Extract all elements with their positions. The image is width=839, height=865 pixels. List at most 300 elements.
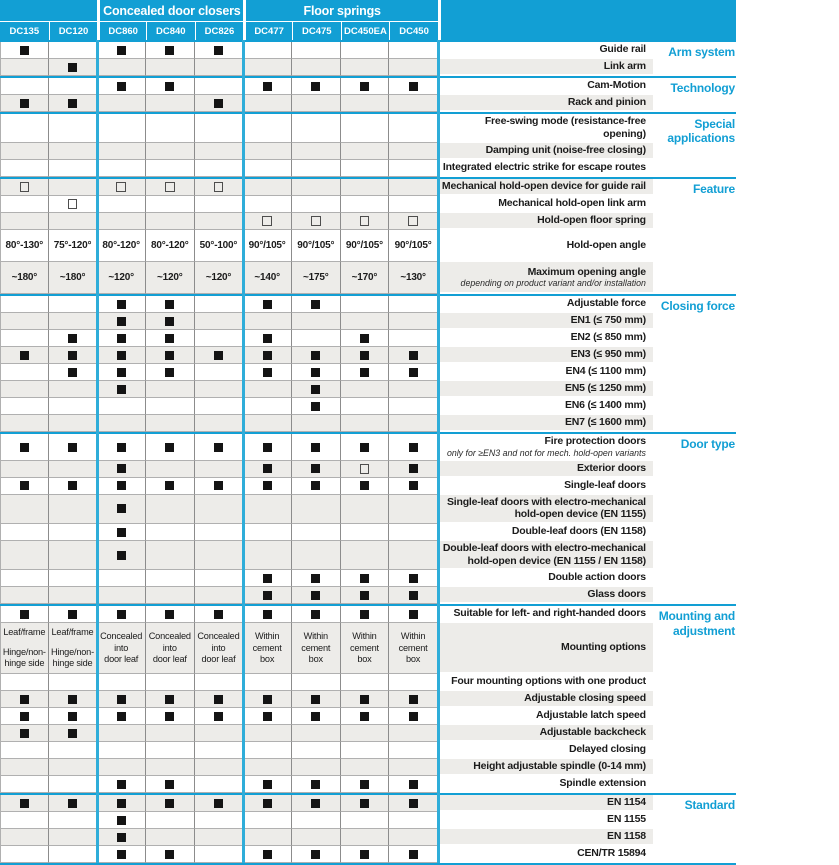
matrix-cell — [243, 330, 292, 347]
matrix-cell — [292, 623, 341, 674]
row-sublabel: depending on product variant and/or installation — [460, 278, 646, 289]
matrix-cell — [49, 691, 98, 708]
row-label: Height adjustable spindle (0-14 mm) — [473, 760, 646, 773]
matrix-cell — [292, 42, 341, 59]
matrix-cell — [146, 415, 195, 432]
matrix-cell — [341, 296, 390, 313]
row-label-cell — [438, 381, 653, 398]
matrix-cell — [389, 846, 438, 863]
row-label: Integrated electric strike for escape routes — [442, 161, 646, 174]
filled-square-icon — [117, 528, 126, 537]
section-feature — [0, 177, 736, 294]
matrix-cell — [146, 846, 195, 863]
matrix-cell — [292, 434, 341, 461]
matrix-cell — [195, 674, 244, 691]
filled-square-icon — [117, 850, 126, 859]
filled-square-icon — [20, 799, 29, 808]
cell-text: box — [405, 654, 421, 665]
matrix-cell — [389, 524, 438, 541]
matrix-cell — [341, 570, 390, 587]
matrix-cell — [0, 160, 49, 177]
filled-square-icon — [165, 481, 174, 490]
matrix-cell — [49, 330, 98, 347]
matrix-cell — [49, 495, 98, 524]
matrix-cell — [341, 78, 390, 95]
matrix-cell — [292, 541, 341, 570]
cell-text: Leaf/frame — [51, 627, 94, 638]
matrix-cell — [243, 691, 292, 708]
filled-square-icon — [311, 300, 320, 309]
filled-square-icon — [360, 591, 369, 600]
matrix-cell — [341, 795, 390, 812]
filled-square-icon — [263, 82, 272, 91]
matrix-cell — [97, 262, 146, 294]
matrix-cell — [195, 42, 244, 59]
filled-square-icon — [311, 695, 320, 704]
matrix-cell — [0, 495, 49, 524]
matrix-cell — [292, 795, 341, 812]
matrix-cell — [97, 114, 146, 143]
filled-square-icon — [117, 504, 126, 513]
matrix-cell — [0, 364, 49, 381]
row-label-cell — [438, 160, 653, 177]
matrix-cell — [292, 95, 341, 112]
matrix-cell — [49, 829, 98, 846]
filled-square-icon — [68, 63, 77, 72]
cell-text: ~140° — [254, 271, 280, 283]
matrix-cell — [243, 461, 292, 478]
filled-square-icon — [20, 695, 29, 704]
filled-square-icon — [263, 464, 272, 473]
matrix-cell — [243, 478, 292, 495]
filled-square-icon — [165, 712, 174, 721]
row-label-cell — [438, 829, 653, 846]
filled-square-icon — [117, 610, 126, 619]
matrix-cell — [0, 623, 49, 674]
matrix-cell — [292, 196, 341, 213]
matrix-cell — [49, 59, 98, 76]
row-label-cell — [438, 725, 653, 742]
matrix-cell — [195, 213, 244, 230]
matrix-cell — [389, 364, 438, 381]
matrix-cell — [0, 179, 49, 196]
matrix-cell — [341, 434, 390, 461]
filled-square-icon — [409, 591, 418, 600]
row-label-cell — [438, 230, 653, 262]
filled-square-icon — [360, 799, 369, 808]
matrix-cell — [146, 795, 195, 812]
matrix-cell — [243, 347, 292, 364]
filled-square-icon — [263, 695, 272, 704]
matrix-cell — [341, 179, 390, 196]
row-label: Mechanical hold-open link arm — [498, 197, 646, 210]
filled-square-icon — [117, 780, 126, 789]
matrix-cell — [389, 415, 438, 432]
matrix-cell — [0, 478, 49, 495]
row-label-cell — [438, 742, 653, 759]
row-label: Double-leaf doors (EN 1158) — [511, 525, 646, 538]
matrix-cell — [341, 478, 390, 495]
matrix-cell — [195, 623, 244, 674]
section-closing-force — [0, 294, 736, 432]
matrix-cell — [49, 114, 98, 143]
matrix-cell — [292, 759, 341, 776]
matrix-cell — [0, 330, 49, 347]
matrix-cell — [292, 330, 341, 347]
row-label-cell — [438, 461, 653, 478]
cell-text: cement — [349, 642, 379, 653]
matrix-cell — [97, 776, 146, 793]
matrix-cell — [97, 674, 146, 691]
matrix-cell — [0, 313, 49, 330]
row-label: Suitable for left- and right-handed doors — [453, 607, 646, 620]
matrix-cell — [195, 478, 244, 495]
cell-text: Within — [400, 631, 426, 642]
filled-square-icon — [117, 82, 126, 91]
row-label-cell — [438, 143, 653, 160]
filled-square-icon — [20, 443, 29, 452]
matrix-cell — [195, 196, 244, 213]
matrix-cell — [389, 541, 438, 570]
filled-square-icon — [117, 551, 126, 560]
matrix-cell — [49, 759, 98, 776]
matrix-cell — [243, 541, 292, 570]
matrix-cell — [97, 78, 146, 95]
cell-text: ~170° — [351, 271, 378, 283]
filled-square-icon — [165, 850, 174, 859]
matrix-cell — [341, 691, 390, 708]
matrix-cell — [389, 196, 438, 213]
row-label-cell — [438, 776, 653, 793]
row-label: EN 1154 — [607, 796, 646, 809]
matrix-cell — [49, 415, 98, 432]
matrix-cell — [292, 364, 341, 381]
matrix-cell — [97, 691, 146, 708]
row-label-cell — [438, 674, 653, 691]
matrix-cell — [146, 742, 195, 759]
hollow-square-icon — [408, 216, 418, 226]
section-mounting-and-adjustment — [0, 604, 736, 793]
matrix-cell — [292, 478, 341, 495]
row-label: Maximum opening angle — [527, 265, 646, 278]
row-label: Hold-open angle — [566, 238, 646, 251]
row-label: Adjustable force — [566, 297, 646, 310]
matrix-cell — [389, 296, 438, 313]
matrix-cell — [195, 541, 244, 570]
matrix-cell — [0, 759, 49, 776]
matrix-cell — [146, 461, 195, 478]
matrix-cell — [97, 742, 146, 759]
matrix-cell — [389, 114, 438, 143]
row-label-cell — [438, 795, 653, 812]
matrix-cell — [97, 606, 146, 623]
matrix-cell — [0, 708, 49, 725]
filled-square-icon — [263, 610, 272, 619]
filled-square-icon — [214, 351, 223, 360]
cell-text: ~120° — [205, 271, 232, 283]
cell-text: ~120° — [157, 271, 183, 283]
cell-text: 90°/105° — [394, 239, 432, 251]
matrix-cell — [0, 42, 49, 59]
filled-square-icon — [117, 481, 126, 490]
matrix-cell — [389, 829, 438, 846]
matrix-cell — [49, 143, 98, 160]
filled-square-icon — [360, 368, 369, 377]
row-label: Double action doors — [548, 571, 646, 584]
filled-square-icon — [20, 729, 29, 738]
filled-square-icon — [214, 695, 223, 704]
row-label-cell — [438, 541, 653, 570]
matrix-cell — [341, 415, 390, 432]
row-label: CEN/TR 15894 — [577, 847, 646, 860]
cell-text: cement — [301, 642, 331, 653]
row-label-cell — [438, 398, 653, 415]
filled-square-icon — [165, 317, 174, 326]
header-label-block — [438, 0, 736, 40]
matrix-cell — [97, 160, 146, 177]
matrix-cell — [341, 381, 390, 398]
section-standard — [0, 793, 736, 863]
matrix-cell — [389, 606, 438, 623]
matrix-cell — [49, 78, 98, 95]
matrix-cell — [97, 759, 146, 776]
filled-square-icon — [68, 712, 77, 721]
product-column-label: DC826 — [204, 25, 235, 37]
filled-square-icon — [20, 712, 29, 721]
matrix-cell — [97, 623, 146, 674]
row-label: Adjustable latch speed — [535, 709, 646, 722]
matrix-cell — [292, 691, 341, 708]
matrix-cell — [389, 478, 438, 495]
filled-square-icon — [165, 334, 174, 343]
matrix-cell — [292, 313, 341, 330]
row-label-cell — [438, 179, 653, 196]
matrix-cell — [97, 42, 146, 59]
row-label: Fire protection doors — [544, 435, 646, 448]
matrix-cell — [97, 587, 146, 604]
matrix-cell — [243, 829, 292, 846]
matrix-cell — [389, 812, 438, 829]
matrix-cell — [389, 742, 438, 759]
hollow-square-icon — [116, 182, 126, 192]
matrix-cell — [97, 846, 146, 863]
matrix-cell — [389, 347, 438, 364]
row-label: Glass doors — [587, 588, 646, 601]
matrix-cell — [49, 776, 98, 793]
filled-square-icon — [117, 816, 126, 825]
matrix-cell — [341, 461, 390, 478]
matrix-cell — [0, 587, 49, 604]
matrix-cell — [146, 674, 195, 691]
cell-text: box — [357, 654, 372, 665]
cell-text: Within — [254, 631, 280, 642]
matrix-cell — [389, 795, 438, 812]
filled-square-icon — [214, 610, 223, 619]
filled-square-icon — [117, 712, 126, 721]
matrix-cell — [341, 541, 390, 570]
matrix-cell — [341, 524, 390, 541]
matrix-cell — [146, 725, 195, 742]
filled-square-icon — [263, 351, 272, 360]
row-label-cell — [438, 364, 653, 381]
matrix-cell — [389, 160, 438, 177]
matrix-cell — [389, 759, 438, 776]
matrix-cell — [146, 330, 195, 347]
matrix-cell — [195, 114, 244, 143]
matrix-cell — [389, 587, 438, 604]
matrix-cell — [243, 623, 292, 674]
filled-square-icon — [263, 300, 272, 309]
matrix-cell — [243, 230, 292, 262]
matrix-cell — [49, 347, 98, 364]
matrix-cell — [292, 708, 341, 725]
cell-text: 75°-120° — [53, 239, 92, 251]
matrix-cell — [49, 262, 98, 294]
row-label-cell — [438, 708, 653, 725]
matrix-cell — [0, 541, 49, 570]
filled-square-icon — [68, 334, 77, 343]
matrix-cell — [49, 478, 98, 495]
matrix-cell — [0, 78, 49, 95]
filled-square-icon — [360, 334, 369, 343]
category-label-arm-system: Arm system — [653, 42, 736, 76]
row-label-cell — [438, 213, 653, 230]
matrix-cell — [389, 313, 438, 330]
matrix-cell — [97, 196, 146, 213]
matrix-cell — [49, 541, 98, 570]
matrix-cell — [292, 78, 341, 95]
product-column-label: DC477 — [254, 25, 284, 37]
row-sublabel: only for ≥EN3 and not for mech. hold-open variants — [446, 447, 646, 458]
matrix-cell — [0, 213, 49, 230]
row-label-cell — [438, 114, 653, 143]
matrix-cell — [97, 381, 146, 398]
matrix-cell — [195, 742, 244, 759]
matrix-cell — [146, 313, 195, 330]
cell-text: Concealed — [148, 631, 191, 642]
group-separator-line — [96, 40, 99, 863]
matrix-cell — [292, 587, 341, 604]
matrix-cell — [0, 230, 49, 262]
matrix-cell — [389, 674, 438, 691]
filled-square-icon — [409, 464, 418, 473]
product-column-header-dc477 — [243, 21, 292, 40]
filled-square-icon — [20, 351, 29, 360]
row-label: EN6 (≤ 1400 mm) — [564, 399, 646, 412]
filled-square-icon — [409, 574, 418, 583]
matrix-cell — [146, 179, 195, 196]
filled-square-icon — [263, 591, 272, 600]
filled-square-icon — [165, 799, 174, 808]
cell-text: box — [308, 654, 323, 665]
matrix-cell — [195, 179, 244, 196]
matrix-cell — [243, 313, 292, 330]
matrix-cell — [49, 381, 98, 398]
row-label: Guide rail — [599, 43, 646, 56]
matrix-header-columns — [0, 0, 438, 40]
row-label-cell — [438, 196, 653, 213]
filled-square-icon — [117, 46, 126, 55]
row-label: Free-swing mode (resistance-free opening) — [484, 115, 646, 140]
matrix-cell — [97, 59, 146, 76]
hollow-square-icon — [165, 182, 175, 192]
row-label-cell — [438, 42, 653, 59]
cell-text: 90°/105° — [248, 239, 286, 251]
matrix-cell — [341, 829, 390, 846]
matrix-cell — [292, 160, 341, 177]
matrix-cell — [195, 313, 244, 330]
filled-square-icon — [409, 443, 418, 452]
matrix-cell — [341, 95, 390, 112]
matrix-cell — [0, 674, 49, 691]
matrix-cell — [341, 262, 390, 294]
matrix-cell — [0, 524, 49, 541]
filled-square-icon — [263, 850, 272, 859]
matrix-cell — [97, 313, 146, 330]
matrix-cell — [292, 415, 341, 432]
matrix-cell — [389, 330, 438, 347]
matrix-cell — [341, 313, 390, 330]
hollow-square-icon — [311, 216, 321, 226]
cell-text: 90°/105° — [345, 239, 383, 251]
section-special-applications — [0, 112, 736, 177]
cell-text: Leaf/frame — [3, 627, 46, 638]
matrix-cell — [195, 846, 244, 863]
product-column-header-dc826 — [195, 21, 244, 40]
matrix-cell — [243, 95, 292, 112]
matrix-cell — [146, 606, 195, 623]
matrix-cell — [243, 381, 292, 398]
row-label-cell — [438, 623, 653, 674]
filled-square-icon — [165, 300, 174, 309]
matrix-cell — [195, 759, 244, 776]
matrix-cell — [49, 674, 98, 691]
matrix-cell — [49, 230, 98, 262]
category-label-technology: Technology — [653, 78, 736, 112]
matrix-cell — [146, 143, 195, 160]
row-label-cell — [438, 78, 653, 95]
matrix-cell — [97, 364, 146, 381]
filled-square-icon — [214, 481, 223, 490]
matrix-cell — [243, 674, 292, 691]
filled-square-icon — [409, 712, 418, 721]
matrix-header — [0, 0, 736, 40]
filled-square-icon — [263, 780, 272, 789]
matrix-cell — [243, 570, 292, 587]
matrix-cell — [146, 114, 195, 143]
matrix-cell — [195, 434, 244, 461]
matrix-cell — [389, 461, 438, 478]
matrix-cell — [97, 143, 146, 160]
matrix-cell — [292, 213, 341, 230]
cell-text: ~130° — [400, 271, 426, 283]
row-label: Link arm — [603, 60, 646, 73]
matrix-cell — [49, 846, 98, 863]
matrix-cell — [292, 398, 341, 415]
filled-square-icon — [360, 82, 369, 91]
matrix-cell — [341, 213, 390, 230]
matrix-cell — [49, 623, 98, 674]
row-label: EN5 (≤ 1250 mm) — [564, 382, 646, 395]
cell-text: into — [162, 642, 177, 653]
filled-square-icon — [409, 799, 418, 808]
matrix-cell — [49, 708, 98, 725]
matrix-cell — [243, 846, 292, 863]
cell-text: ~175° — [303, 271, 329, 283]
matrix-cell — [341, 742, 390, 759]
product-column-header-dc860 — [97, 21, 146, 40]
matrix-cell — [341, 230, 390, 262]
